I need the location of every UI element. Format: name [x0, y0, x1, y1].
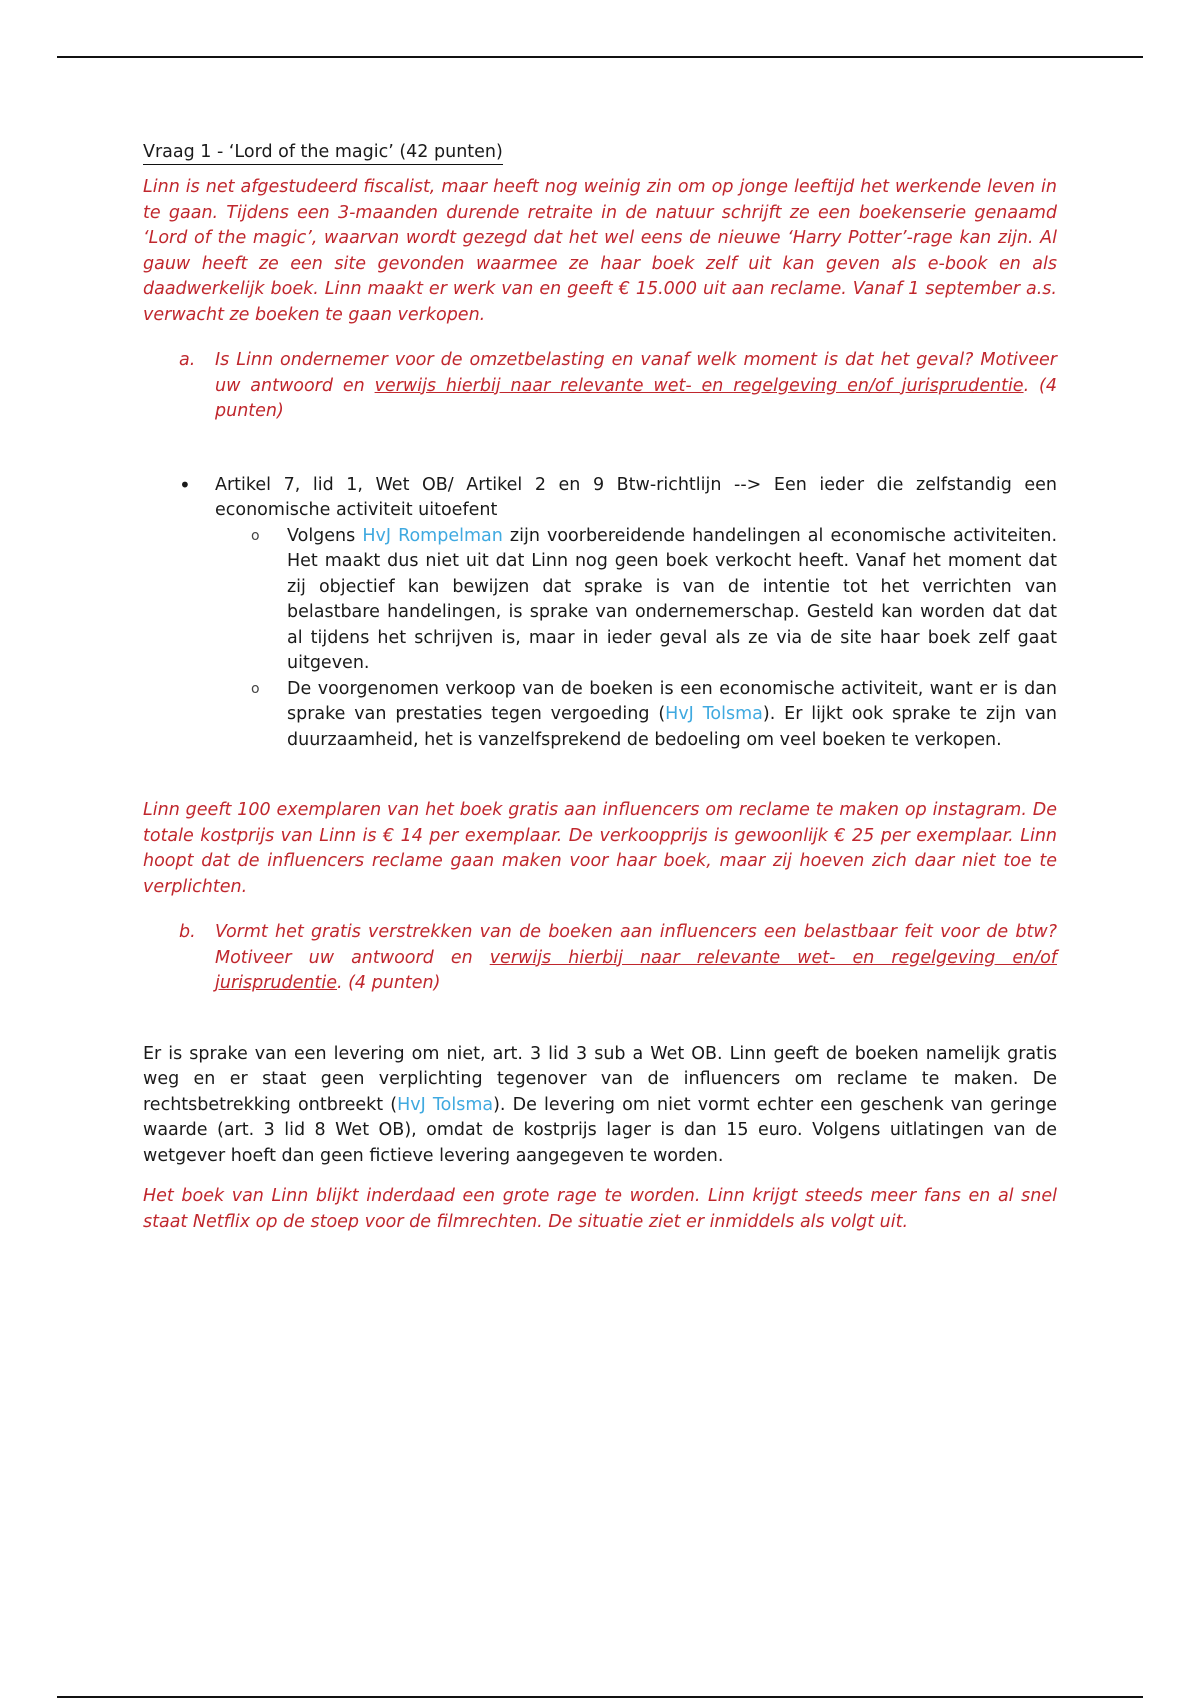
case-reference-rompelman: HvJ Rompelman: [362, 525, 503, 546]
question-a-label: a.: [179, 350, 196, 370]
answer-a-sub-1: [215, 524, 1057, 677]
answer-a: [143, 473, 1057, 754]
document-body: [143, 140, 1057, 1235]
question-b-label: b.: [179, 922, 196, 942]
question-b-text-before: Vormt het gratis verstrekken van de boeken aan influencers een belastbaar feit voor de btw? Motiveer uw antwoord en: [215, 922, 1057, 968]
sub-bullet-marker: o: [251, 680, 260, 697]
sub-1-before: Volgens: [287, 525, 363, 546]
question-heading: Vraag 1 - ‘Lord of the magic’ (42 punten): [143, 141, 503, 165]
sub-2-before: De voorgenomen verkoop van de boeken is een economische activiteit, want er is dan sprake van prestaties tegen vergoeding (: [287, 678, 1057, 724]
case-reference-tolsma-b: HvJ Tolsma: [397, 1094, 494, 1115]
case-reference-tolsma: HvJ Tolsma: [665, 704, 763, 724]
answer-b-before: Er is sprake van een levering om niet, art. 3 lid 3 sub a Wet OB. Linn geeft de boeken namelijk gratis weg en er staat geen verplichting tegenover van de influencers om reclame te maken. De rechtsbetrekking ontbreekt (: [143, 1043, 1057, 1115]
question-b: [143, 920, 1057, 997]
question-a: [143, 348, 1057, 425]
sub-bullet-marker: o: [251, 527, 260, 544]
sub-2-after: ). Er lijkt ook sprake te zijn van duurzaamheid, het is vanzelfsprekend de bedoeling om veel boeken te verkopen.: [287, 704, 1058, 750]
header-rule: [57, 56, 1143, 58]
question-a-text: [215, 348, 1057, 425]
question-b-underlined: verwijs hierbij naar relevante wet- en regelgeving en/of jurisprudentie: [215, 947, 1057, 993]
bullet-marker: •: [179, 472, 191, 497]
answer-b-after: ). De levering om niet vormt echter een geschenk van geringe waarde (art. 3 lid 8 Wet OB), omdat de kostprijs lager is dan 15 euro. Volgens uitlatingen van de wetgever hoeft dan geen fictieve levering aangegeven te worden.: [143, 1094, 1057, 1166]
question-a-underlined: verwijs hierbij naar relevante wet- en regelgeving en/of jurisprudentie: [374, 375, 1024, 396]
answer-a-main: Artikel 7, lid 1, Wet OB/ Artikel 2 en 9 Btw-richtlijn --> Een ieder die zelfstandig een economische activiteit uitoefent: [215, 474, 1057, 520]
answer-a-sub-1-text: [287, 524, 1057, 677]
answer-a-sub-2-text: [287, 677, 1057, 754]
question-b-text-after: . (4 punten): [336, 973, 441, 993]
question-a-text-before: Is Linn ondernemer voor de omzetbelasting en vanaf welk moment is dat het geval? Motiveer uw antwoord en: [215, 350, 1057, 396]
question-a-text-after: . (4 punten): [215, 375, 1057, 421]
answer-a-sub-2: [215, 677, 1057, 754]
case-intro: Linn is net afgestudeerd fiscalist, maar heeft nog weinig zin om op jonge leeftijd het werkende leven in te gaan. Tijdens een 3-maanden durende retraite in de natuur schrijft ze een boekenserie genaamd ‘Lord of the magic’, waarvan wordt gezegd dat het wel eens de nieuwe ‘Harry Potter’-rage kan zijn. Al gauw heeft ze een site gevonden waarmee ze haar boek zelf uit kan geven als e-book en als daadwerkelijk boek. Linn maakt er werk van en geeft € 15.000 uit aan reclame. Vanaf 1 september a.s. verwacht ze boeken te gaan verkopen.: [143, 177, 1057, 325]
sub-1-after: zijn voorbereidende handelingen al economische activiteiten. Het maakt dus niet uit dat Linn nog geen boek verkocht heeft. Vanaf het moment dat zij objectief kan bewijzen dat sprake is van de intentie tot het verrichten van belastbare handelingen, is sprake van ondernemerschap. Gesteld kan worden dat dat al tijdens het schrijven is, maar in ieder geval als ze via de site haar boek zelf gaat uitgeven.: [287, 525, 1058, 673]
closing-case: Het boek van Linn blijkt inderdaad een grote rage te worden. Linn krijgt steeds meer fans en al snel staat Netflix op de stoep voor de filmrechten. De situatie ziet er inmiddels als volgt uit.: [143, 1186, 1057, 1232]
footer-rule: [57, 1696, 1143, 1698]
answer-a-bullet: [143, 473, 1057, 524]
case-b: Linn geeft 100 exemplaren van het boek gratis aan influencers om reclame te maken op instagram. De totale kostprijs van Linn is € 14 per exemplaar. De verkoopprijs is gewoonlijk € 25 per exemplaar. Linn hoopt dat de influencers reclame gaan maken voor haar boek, maar zij hoeven zich daar niet toe te verplichten.: [143, 800, 1057, 897]
question-b-text: [215, 920, 1057, 997]
answer-b: [143, 1042, 1057, 1170]
